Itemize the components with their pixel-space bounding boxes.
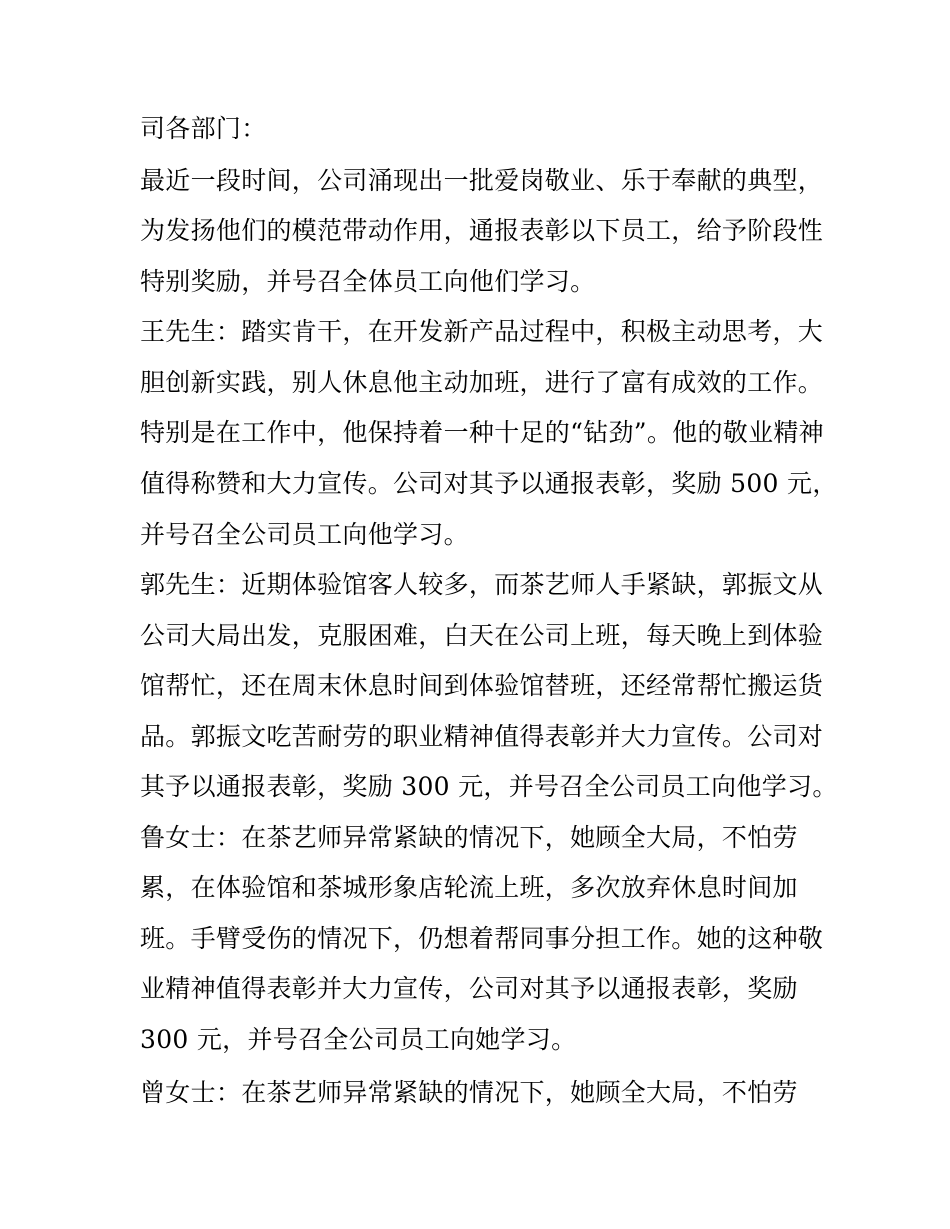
wang-line-1: 王先生：踏实肯干，在开发新产品过程中，积极主动思考，大 <box>140 317 824 346</box>
wang-line-3: 特别是在工作中，他保持着一种十足的“钻劲”。他的敬业精神 <box>140 418 824 447</box>
intro-line-3: 特别奖励，并号召全体员工向他们学习。 <box>140 267 596 296</box>
wang-line-5: 并号召全公司员工向他学习。 <box>140 520 469 549</box>
lu-line-5: 300 元，并号召全公司员工向她学习。 <box>140 1025 577 1054</box>
intro-line-2: 为发扬他们的模范带动作用，通报表彰以下员工，给予阶段性 <box>140 216 824 245</box>
guo-line-4: 品。郭振文吃苦耐劳的职业精神值得表彰并大力宣传。公司对 <box>140 722 824 751</box>
wang-line-4: 值得称赞和大力宣传。公司对其予以通报表彰，奖励 500 元， <box>140 469 838 498</box>
guo-line-3: 馆帮忙，还在周末休息时间到体验馆替班，还经常帮忙搬运货 <box>140 671 824 700</box>
guo-line-2: 公司大局出发，克服困难，白天在公司上班，每天晚上到体验 <box>140 621 824 650</box>
guo-line-5: 其予以通报表彰，奖励 300 元，并号召全公司员工向他学习。 <box>140 772 838 801</box>
wang-line-2: 胆创新实践，别人休息他主动加班，进行了富有成效的工作。 <box>140 368 824 397</box>
intro-line-1: 最近一段时间，公司涌现出一批爱岗敬业、乐于奉献的典型， <box>140 166 824 195</box>
salutation-line: 司各部门： <box>140 114 267 143</box>
zeng-line-1: 曾女士：在茶艺师异常紧缺的情况下，她顾全大局，不怕劳 <box>140 1078 798 1107</box>
lu-line-4: 业精神值得表彰并大力宣传，公司对其予以通报表彰，奖励 <box>140 974 798 1003</box>
lu-line-2: 累，在体验馆和茶城形象店轮流上班，多次放弃休息时间加 <box>140 873 798 902</box>
lu-line-1: 鲁女士：在茶艺师异常紧缺的情况下，她顾全大局，不怕劳 <box>140 823 798 852</box>
guo-line-1: 郭先生：近期体验馆客人较多，而茶艺师人手紧缺，郭振文从 <box>140 570 824 599</box>
lu-line-3: 班。手臂受伤的情况下，仍想着帮同事分担工作。她的这种敬 <box>140 924 824 953</box>
